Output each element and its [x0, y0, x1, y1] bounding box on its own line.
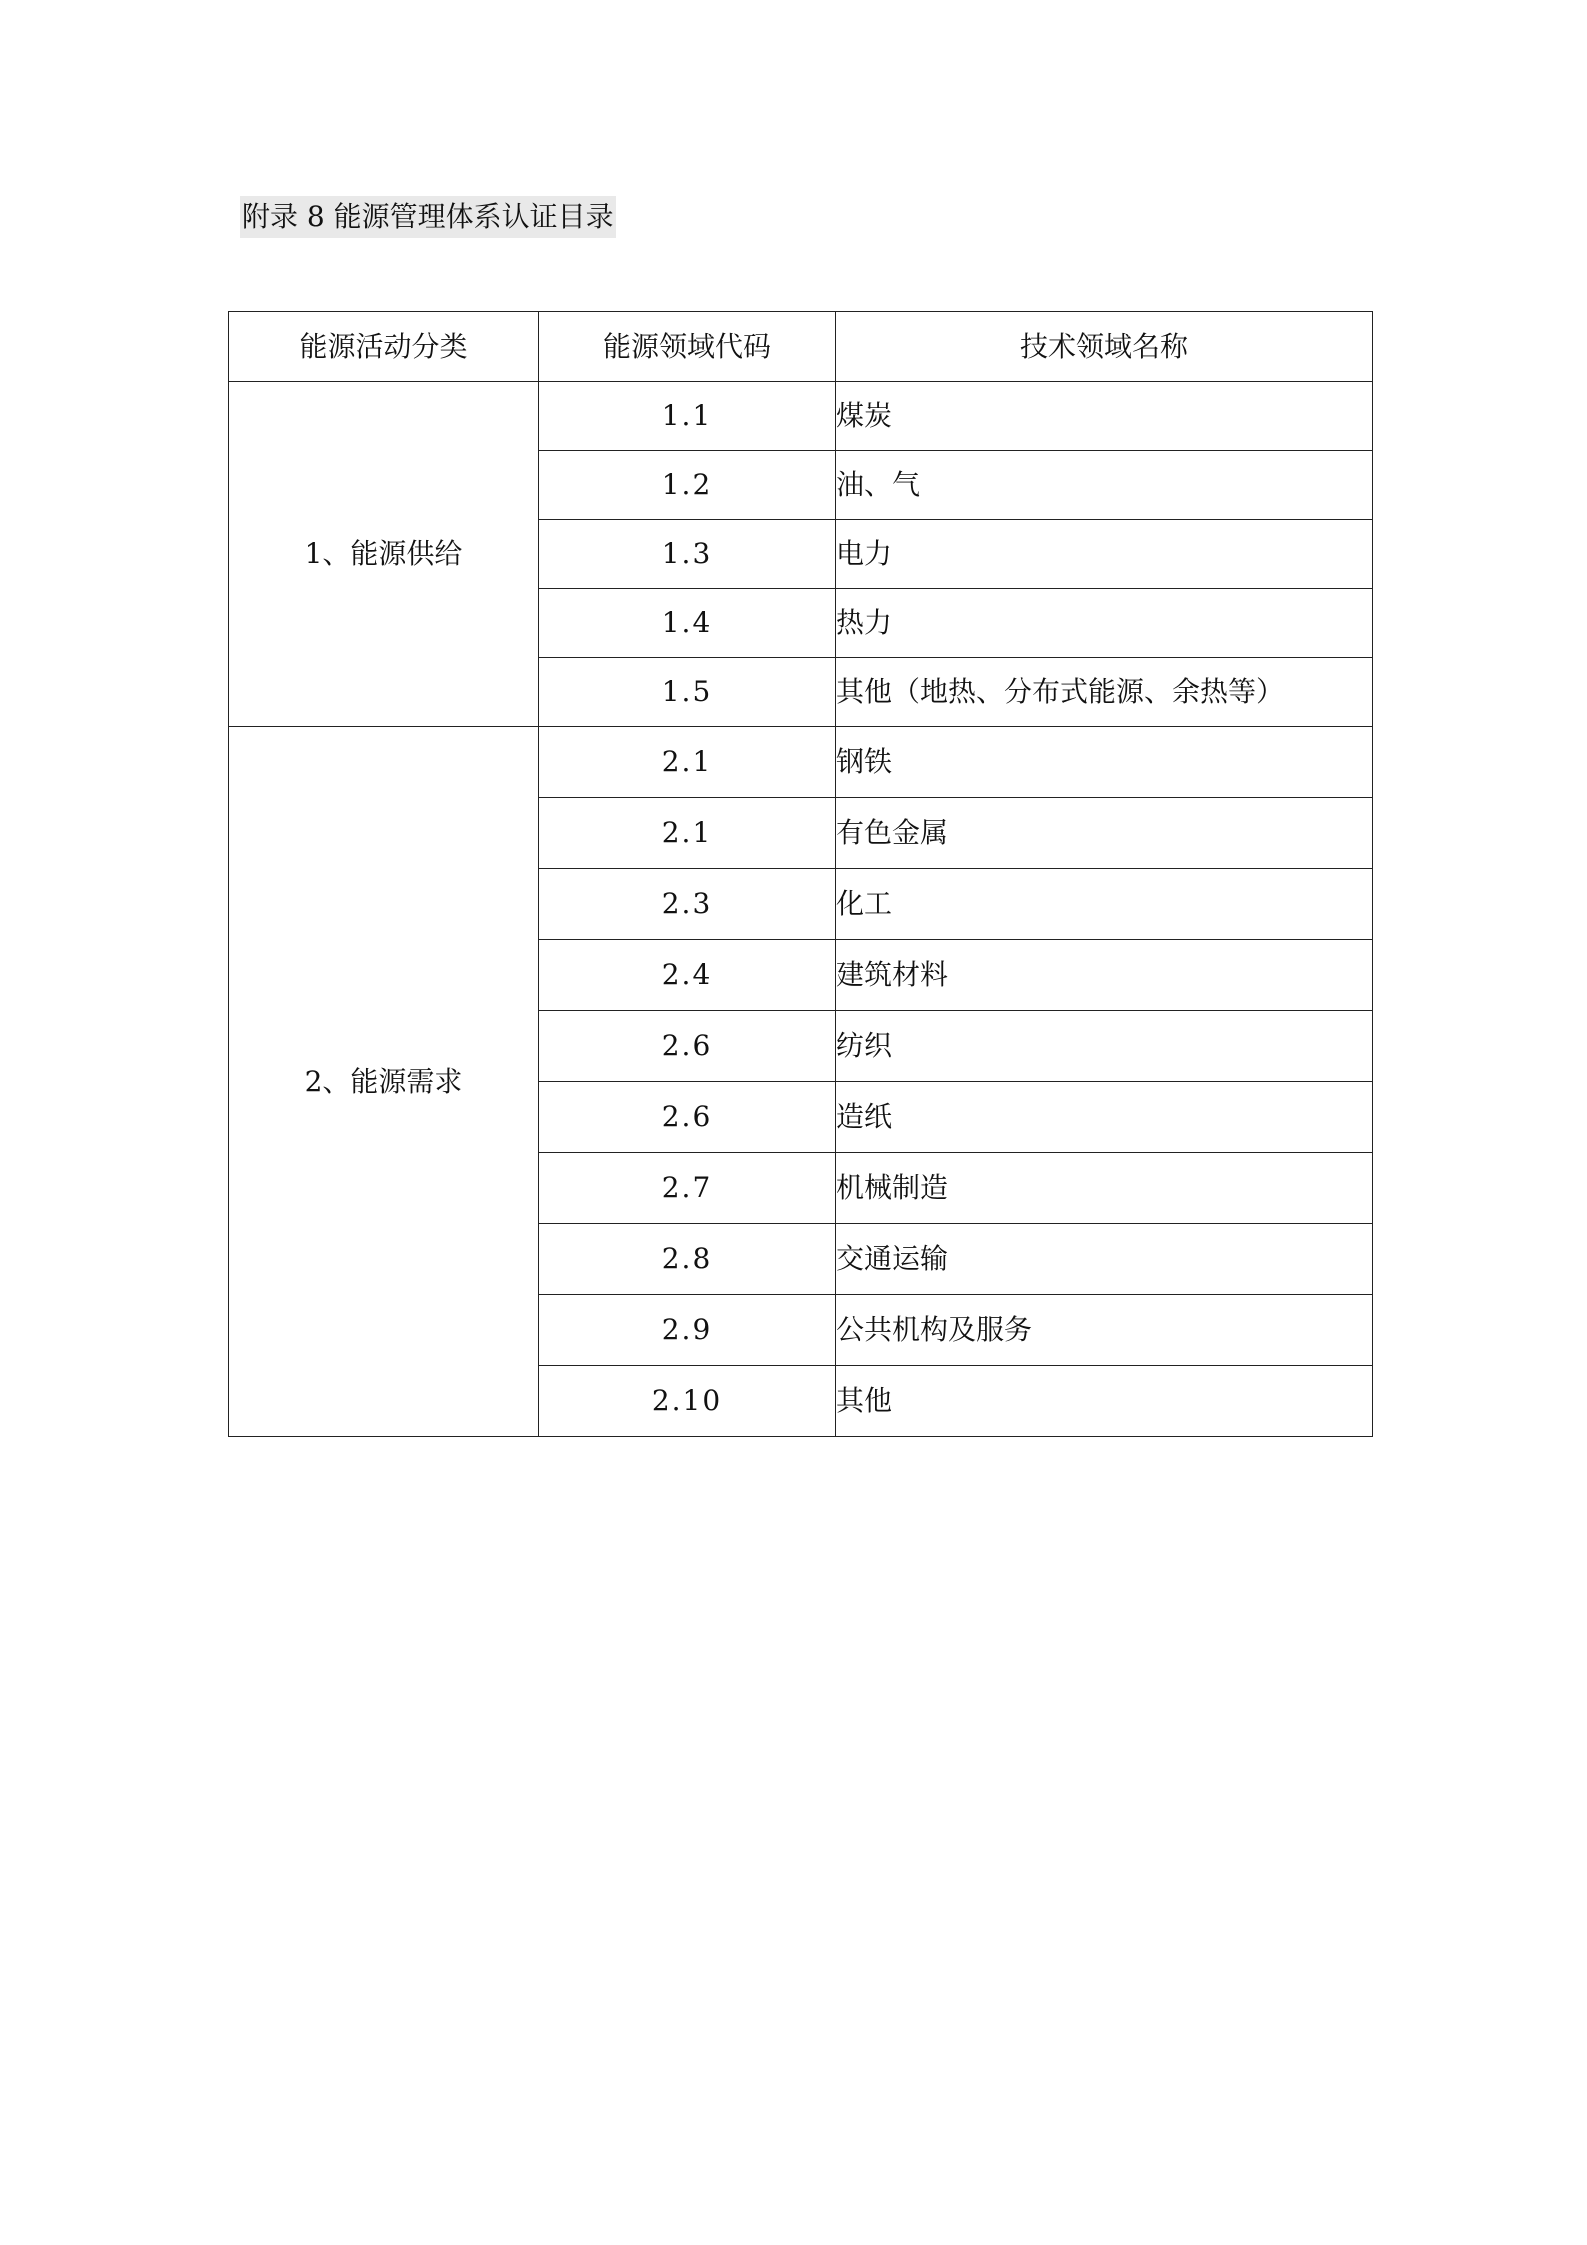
field-name-cell: 其他 [836, 1366, 1373, 1437]
code-cell: 2.10 [539, 1366, 836, 1437]
code-cell: 1.4 [539, 589, 836, 658]
category-cell-supply: 1、能源供给 [229, 382, 539, 727]
field-name-cell: 热力 [836, 589, 1373, 658]
field-name-cell: 交通运输 [836, 1224, 1373, 1295]
code-cell: 2.4 [539, 940, 836, 1011]
field-name-cell: 有色金属 [836, 798, 1373, 869]
field-name-cell: 钢铁 [836, 727, 1373, 798]
table-header [229, 312, 1373, 382]
category-cell-demand: 2、能源需求 [229, 727, 539, 1437]
field-name-cell: 机械制造 [836, 1153, 1373, 1224]
table-row [229, 727, 1373, 798]
code-cell: 1.2 [539, 451, 836, 520]
field-name-cell: 煤炭 [836, 382, 1373, 451]
code-cell: 2.6 [539, 1082, 836, 1153]
code-cell: 1.5 [539, 658, 836, 727]
certification-catalog-table [228, 311, 1373, 1437]
code-cell: 2.1 [539, 798, 836, 869]
header-row [229, 312, 1373, 382]
page-title: 附录 8 能源管理体系认证目录 [240, 196, 616, 238]
header-technical-field-name: 技术领域名称 [836, 312, 1373, 382]
header-activity-category: 能源活动分类 [229, 312, 539, 382]
field-name-cell: 电力 [836, 520, 1373, 589]
code-cell: 2.8 [539, 1224, 836, 1295]
table-body [229, 382, 1373, 1437]
field-name-cell: 公共机构及服务 [836, 1295, 1373, 1366]
code-cell: 1.3 [539, 520, 836, 589]
code-cell: 1.1 [539, 382, 836, 451]
field-name-cell: 化工 [836, 869, 1373, 940]
field-name-cell: 造纸 [836, 1082, 1373, 1153]
field-name-cell: 油、气 [836, 451, 1373, 520]
field-name-cell: 其他（地热、分布式能源、余热等） [836, 658, 1373, 727]
code-cell: 2.9 [539, 1295, 836, 1366]
code-cell: 2.7 [539, 1153, 836, 1224]
code-cell: 2.6 [539, 1011, 836, 1082]
field-name-cell: 纺织 [836, 1011, 1373, 1082]
field-name-cell: 建筑材料 [836, 940, 1373, 1011]
table-row [229, 382, 1373, 451]
code-cell: 2.3 [539, 869, 836, 940]
code-cell: 2.1 [539, 727, 836, 798]
header-field-code: 能源领域代码 [539, 312, 836, 382]
